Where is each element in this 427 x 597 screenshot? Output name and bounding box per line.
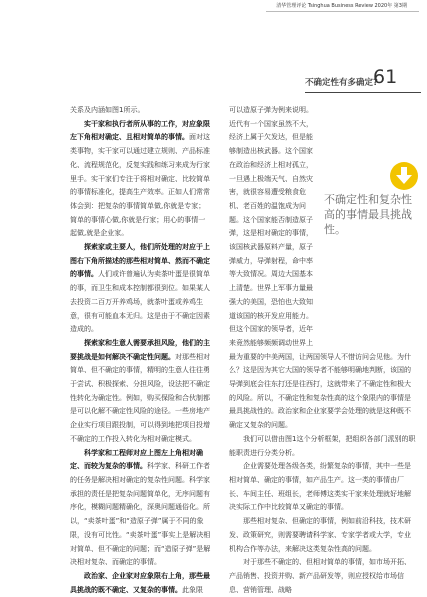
top-bar: [0, 0, 427, 10]
paragraph-text: 关系及内涵如图1所示。: [70, 106, 145, 114]
paragraph: [229, 515, 416, 556]
journal-name: 清华管理评论 Tsinghua Business Review 2020年 第3期: [276, 3, 407, 9]
paragraph: [70, 118, 211, 241]
section-title: 不确定性有多确定?: [305, 78, 378, 88]
paragraph: [229, 460, 416, 515]
right-column: [229, 104, 416, 597]
paragraph-text: 人们或许曾遍认为卖茶叶蛋是很简单的事，而卫生和成本控制都很到位。如果某人去投资二百万开养鸡场，就茶叶蛋或养鸡生意，很有可能血本无归。这是由于不确定因素造成的。: [70, 270, 210, 334]
paragraph-text: 企业需要处理各级各类，纷繁复杂的事情，其中一些是相对简单、确定的事情，如产品生产。这一类的事情由厂长、车间主任、班组长，老师傅这类实干家来处理就好地解决实际工作中比较简单又确定的事情。: [229, 462, 411, 512]
paragraph-text: 那些相对复杂、但确定的事情，例如前沿科技，技术研发、政策研究，则需要聘请科学家、专家学者或大学，专业机构合作等办法，来解决这类复杂性高的问题。: [229, 517, 411, 553]
paragraph: [229, 556, 416, 597]
paragraph: [70, 447, 211, 570]
paragraph-lead: 科学家和工程师对应上图左上角相对确定、而较为复杂的事情。: [70, 448, 203, 471]
paragraph-lead: 政治家、企业家对应象限右上角，那些最具挑战的既不确定、又复杂的事情。: [70, 571, 210, 594]
paragraph: [70, 337, 211, 447]
paragraph: [70, 241, 211, 337]
header-divider: [305, 92, 421, 93]
down-arrow-icon: [390, 162, 418, 190]
paragraph-text: 对那些相对简单、但不确定的事情，精明的生意人往往勇于尝试、积极探索、分担风险，设法把不确定性转化为确定性。例如，购买保险和合伙制都是可以化解不确定性风险的途径。一些房地产企业实行项目跟投制，可以得到地把项目投增不确定的工作投入转化为相对确定模式。: [70, 352, 210, 443]
top-rule: [266, 11, 419, 12]
paragraph-text: 对于那些不确定的、但相对简单的事情，如市场开拓、产品销售、投资并购、新产品研发等，则应授权给市场信息、营销管理、战略: [229, 558, 411, 594]
page-number: 61: [373, 66, 398, 88]
paragraph-text: 可以造原子弹为例来说明。近代有一个国家虽然不大，经济上属于欠发达，但是能够制造出核武器。这个国家在政治和经济上相对孤立，一旦遇上极端天气、自然灾害，就很容易遭受粮食危机、老百姓的温饱成为问题。这个国家能否制造原子弹，这是相对确定的事情，该国核武器原料产量，原子弹威力，导弹射程，命中率等大致情况。周边大国基本上清楚。世界上军事力量最强大的美国，恐怕也大致知道该国的核开发应用能力。但这个国家的领导者，近年来竟然能够频频调动世界上最为重要的中美两国，让两国领导人不惜访问会见他。为什么？这是因为其它大国的领导者不能够明确地判断，该国的导弹到底会往东打还是往西打，这就带来了不确定性和极大的风险。所以，不确定性和复杂性高的这个象限内的事情是最具挑战性的。政治家和企业家要学会处理的就是这种既不确定又复杂的问题。: [229, 106, 411, 430]
paragraph: [70, 570, 211, 597]
paragraph: [70, 104, 211, 118]
paragraph-text: 此象限: [182, 585, 203, 594]
paragraph-lead: 探索家和生意人需要承担风险，他们的主要挑战是如何解决不确定性问题。: [70, 338, 210, 361]
paragraph-lead: 实干家和执行者所从事的工作，对应象限左下角相对确定、且相对简单的事情。: [70, 119, 210, 142]
paragraph-text: 面对这类事物，实干家可以通过建立规则、产品标准化、流程规范化，反复实践和练习来成为行家里手。实干家们专注于将相对确定、比较简单的事情标准化，提高生产效率。正如人们常常体会到：把复杂的事情简单做,你就是专家；简单的事情心做,你就是行家；用心的事情一起做,就是企业家。: [70, 133, 210, 238]
pull-quote-text: 不确定性和复杂性高的事情最具挑战性。: [324, 193, 412, 236]
paragraph-text: 科学家、科研工作者的任务是解决相对确定的复杂性问题。科学家承担的责任是把复杂问题简单化，无序问题有序化，模糊问题精确化，深奥问题通俗化。所以，“卖茶叶蛋”和“造原子弹”属于不同的象限，没有可比性。“卖茶叶蛋”事实上是解决相对简单、但不确定的问题；而“造原子弹”是解决相对复杂、而确定的事情。: [70, 462, 211, 567]
paragraph-text: 我们可以借由图1这个分析框架，把组织各部门派别的职能职责进行分类分析。: [229, 434, 416, 457]
paragraph: [229, 433, 416, 460]
paragraph-lead: 探索家或主要人，他们所处理的对应于上图右下角所描述的那些相对简单、然而不确定的事情。: [70, 243, 210, 279]
pull-quote: [324, 162, 416, 342]
left-column: [70, 104, 211, 597]
